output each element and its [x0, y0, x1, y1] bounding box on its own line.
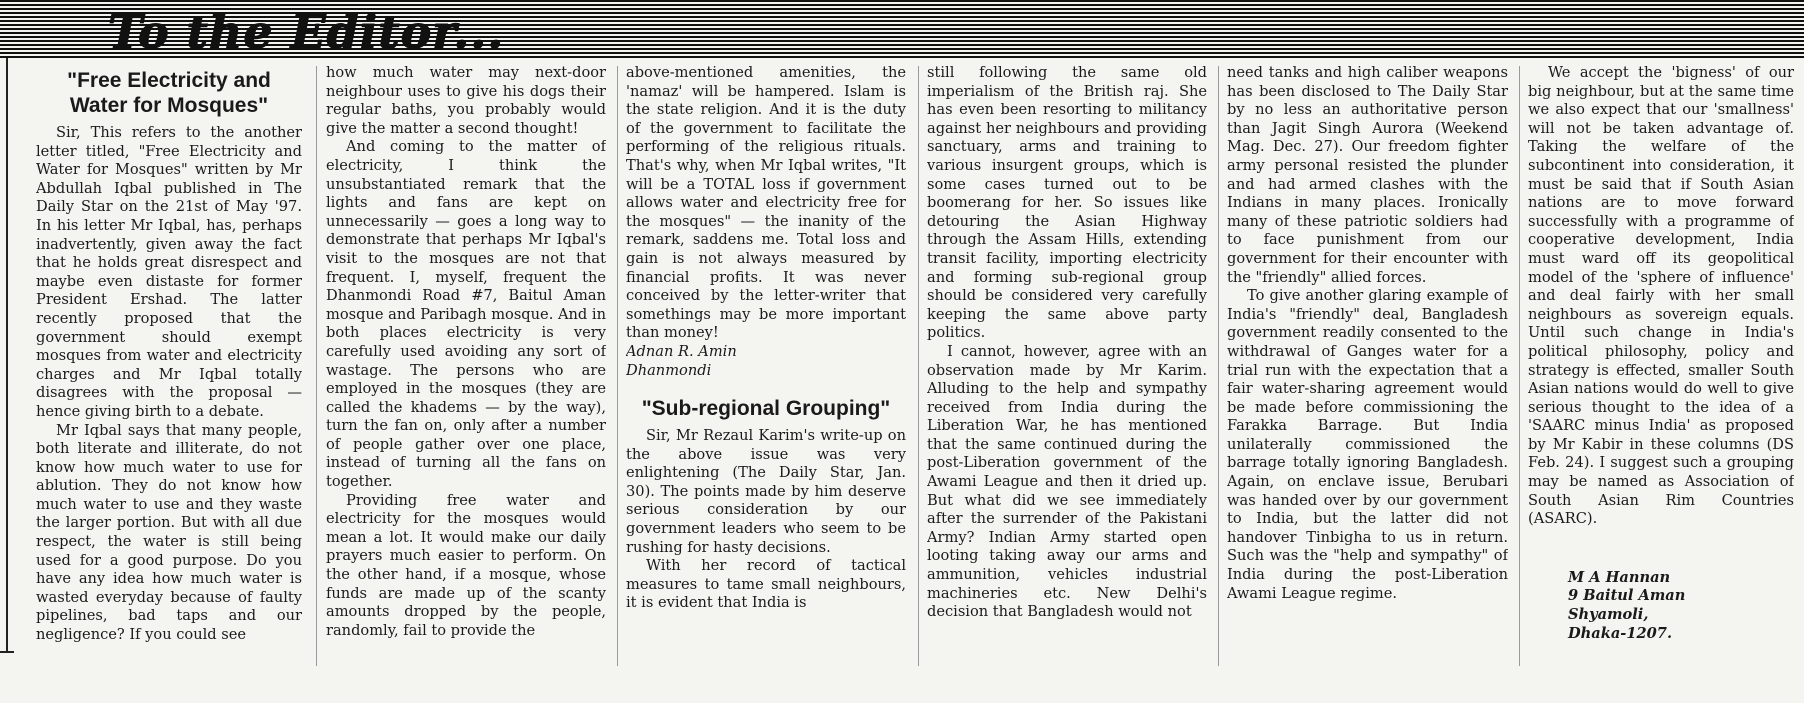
paragraph: Sir, This refers to the another letter titled, "Free Electricity and Water for Mosques" written by Mr Abdullah Iqbal published in The Daily Star on the 21st of May '97. In his letter Mr Iqbal, has, perhaps inadvertently, given away the fact that he holds great disrespect and maybe even distaste for former President Ershad. The latter recently proposed that the government should exempt mosques from water and electricity charges and Mr Iqbal totally disagrees with the proposal — hence giving birth to a debate. — [36, 124, 302, 420]
column-2 — [326, 64, 606, 684]
left-border-rule — [6, 58, 8, 653]
signature-address-line: 9 Baitul Aman — [1568, 587, 1686, 605]
paragraph: Providing free water and electricity for the mosques would mean a lot. It would make our daily prayers much easier to perform. On the other hand, if a mosque, whose funds are made up of the scanty amounts dropped by the people, randomly, fail to provide the — [326, 491, 606, 639]
column-divider — [316, 66, 317, 666]
signature-place: Dhanmondi — [626, 361, 712, 379]
masthead-banner — [0, 0, 1804, 58]
column-6 — [1528, 64, 1794, 684]
paragraph: still following the same old imperialism of the British raj. She has even been resorting to militancy against her neighbours and providing sanctuary, arms and training to various insurgent groups, which is some cases turned out to be boomerang for her. So issues like detouring the Asian Highway through the Assam Hills, extending transit facility, importing electricity and forming sub-regional group should be considered very carefully keeping the same above party politics. — [927, 64, 1207, 342]
signature-block — [1528, 569, 1794, 643]
paragraph: With her record of tactical measures to tame small neighbours, it is evident that India is — [626, 557, 906, 612]
paragraph: need tanks and high caliber weapons has been disclosed to The Daily Star by no less an authoritative person than Jagit Singh Aurora (Weekend Mag. Dec. 27). Our freedom fighter army personal resisted the plunder and had armed clashes with the Indians in many places. Ironically many of these patriotic soldiers had to face punishment from our government for their encounter with the "friendly" allied forces. — [1227, 64, 1508, 286]
column-3 — [626, 64, 906, 684]
letter-2-headline: "Sub-regional Grouping" — [641, 397, 891, 421]
signature-address-line: Dhaka-1207. — [1568, 624, 1673, 642]
column-5 — [1227, 64, 1508, 684]
signature-name: Adnan R. Amin — [626, 342, 737, 360]
column-1 — [36, 64, 302, 684]
paragraph: above-mentioned amenities, the 'namaz' will be hampered. Islam is the state religion. And it is the duty of the government to facilitate the performing of the religious rituals. That's why, when Mr Iqbal writes, "It will be a TOTAL loss if government allows water and electricity free for the mosques" — the inanity of the remark, saddens me. Total loss and gain is not always measured by financial profits. It was never conceived by the letter-writer that somethings may be more important than money! — [626, 64, 906, 342]
column-divider — [1519, 66, 1520, 666]
paragraph: how much water may next-door neighbour uses to give his dogs their regular baths, you probably would give the matter a second thought! — [326, 64, 606, 137]
column-divider — [918, 66, 919, 666]
paragraph: And coming to the matter of electricity, I think the unsubstantiated remark that the lights and fans are kept on unnecessarily — goes a long way to demonstrate that perhaps Mr Iqbal's visit to the mosques are not that frequent. I, myself, frequent the Dhanmondi Road #7, Baitul Aman mosque and Paribagh mosque. And in both places electricity is very carefully used avoiding any sort of wastage. The persons who are employed in the mosques (they are called the khadems — by the way), turn the fan on, only after a number of people gather over one place, instead of turning all the fans on together. — [326, 138, 606, 491]
paragraph: To give another glaring example of India's "friendly" deal, Bangladesh government readily consented to the withdrawal of Ganges water for a trial run with the expectation that a fair water-sharing agreement would be made before commissioning the Farakka Barrage. But India unilaterally commissioned the barrage totally ignoring Bangladesh. Again, on enclave issue, Berubari was handed over by our government to India, but the latter did not handover Tinbigha to us in return. Such was the "help and sympathy" of India during the post-Liberation Awami League regime. — [1227, 287, 1508, 602]
paragraph: I cannot, however, agree with an observation made by Mr Karim. Alluding to the help and sympathy received from India during the Liberation War, he has mentioned that the same continued during the post-Liberation government of the Awami League and then it dried up. But what did we see immediately after the surrender of the Pakistani Army? Indian Army started open looting taking away our arms and ammunition, vehicles industrial machineries etc. New Delhi's decision that Bangladesh would not — [927, 342, 1207, 621]
paragraph: We accept the 'bigness' of our big neighbour, but at the same time we also expect that our 'smallness' will not be taken advantage of. Taking the welfare of the subcontinent into consideration, it must be said that if South Asian nations are to move forward successfully with a programme of cooperative development, India must ward off its geopolitical model of the 'sphere of influence' and deal fairly with her small neighbours as sovereign equals. Until such change in India's political philosophy, policy and strategy is effected, smaller South Asian nations would do well to give serious thought to the idea of a 'SAARC minus India' as proposed by Mr Kabir in these columns (DS Feb. 24). I suggest such a grouping may be named as Association of South Asian Rim Countries (ASARC). — [1528, 64, 1794, 528]
signature-name: M A Hannan — [1568, 568, 1671, 586]
column-4 — [927, 64, 1207, 684]
column-divider — [617, 66, 618, 666]
section-title: To the Editor... — [108, 5, 505, 59]
signature-address-line: Shyamoli, — [1568, 606, 1649, 624]
paragraph: Sir, Mr Rezaul Karim's write-up on the above issue was very enlightening (The Daily Star, Jan. 30). The points made by him deserve serious consideration by our government leaders who seem to be rushing for hasty decisions. — [626, 427, 906, 556]
paragraph: Mr Iqbal says that many people, both literate and illiterate, do not know how much water to use for ablution. They do not know how much water to use and they waste the larger portion. But with all due respect, the water is still being used for a good purpose. Do you have any idea how much water is wasted everyday because of faulty pipelines, bad taps and our negligence? If you could see — [36, 421, 302, 644]
column-divider — [1218, 66, 1219, 666]
left-border-tick — [0, 651, 14, 653]
letter-1-headline: "Free Electricity and Water for Mosques" — [67, 69, 271, 117]
